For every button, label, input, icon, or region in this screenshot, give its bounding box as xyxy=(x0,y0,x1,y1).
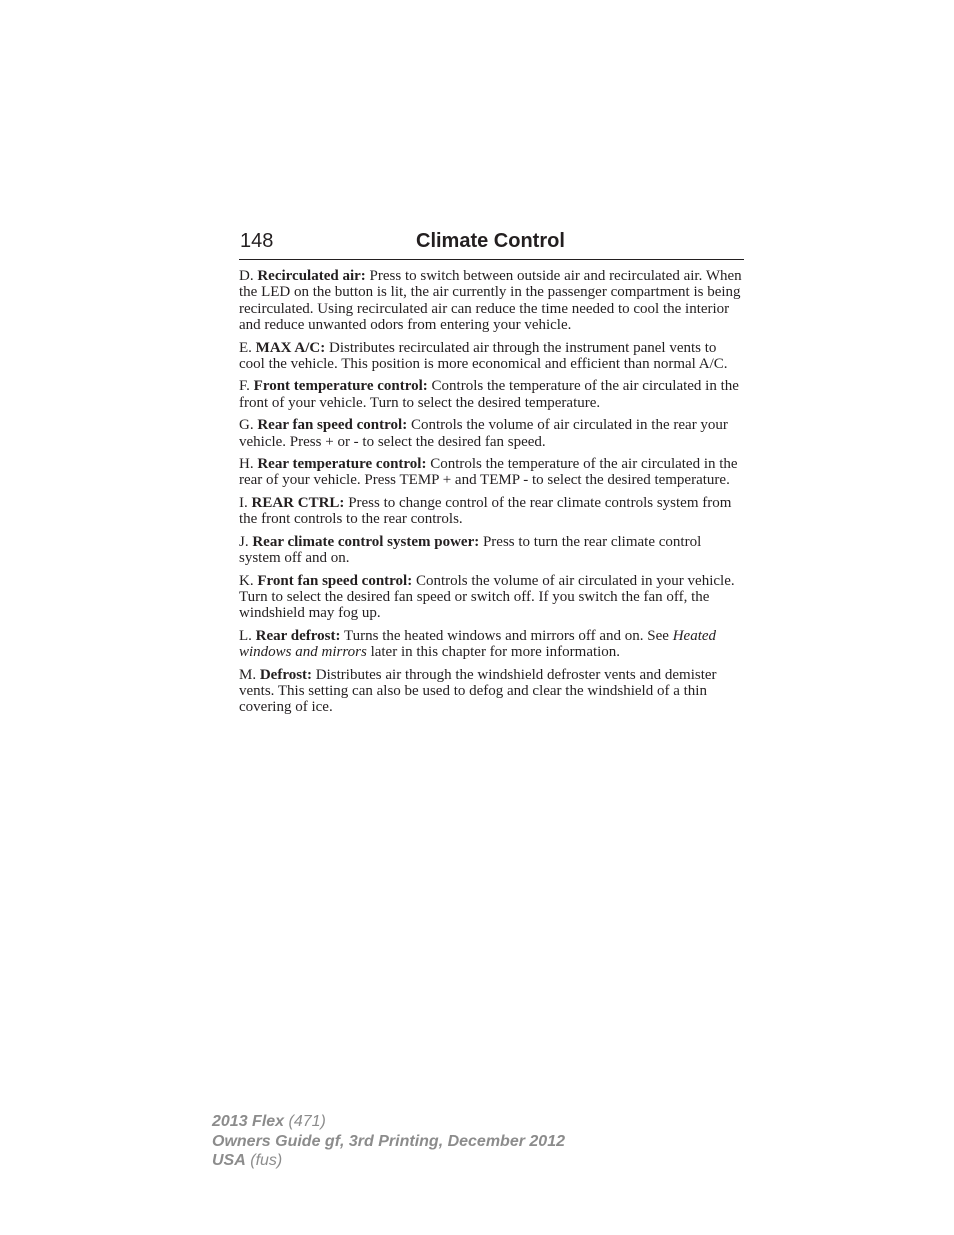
item-description: Press to turn the rear climate control system off and on. xyxy=(239,533,702,567)
item-term: Rear defrost: xyxy=(255,627,341,644)
item-term: REAR CTRL: xyxy=(251,494,345,511)
item-letter: M. xyxy=(239,666,257,683)
item-letter: L. xyxy=(239,627,252,644)
footer-model: 2013 Flex xyxy=(212,1113,285,1130)
item-description: Press to switch between outside air and recirculated air. When the LED on the button is lit, the air currently in the passenger compartment is being recirculated. Using recirculated air can reduce the time needed to cool the interior and reduce unwanted odors from entering your vehicle. xyxy=(239,268,742,334)
section-title: Climate Control xyxy=(416,230,565,252)
page-footer xyxy=(212,1112,565,1171)
item-description: Controls the temperature of the air circulated in the rear of your vehicle. Press TEMP + and TEMP - to select the desired temperature. xyxy=(239,456,738,489)
footer-region-code: (fus) xyxy=(250,1152,283,1169)
item-i xyxy=(239,495,744,528)
item-k xyxy=(239,573,744,622)
item-letter: I. xyxy=(239,494,248,511)
item-description: Turns the heated windows and mirrors off and on. See xyxy=(344,627,669,644)
item-l xyxy=(239,628,744,661)
item-letter: E. xyxy=(239,339,252,356)
item-m xyxy=(239,667,744,716)
item-j xyxy=(239,534,744,567)
item-term: Front fan speed control: xyxy=(257,572,413,589)
item-term: Rear temperature control: xyxy=(257,456,427,473)
body-text xyxy=(239,268,744,722)
item-description-continued: later in this chapter for more information. xyxy=(370,644,621,661)
item-h xyxy=(239,456,744,489)
item-letter: G. xyxy=(239,417,254,434)
item-e xyxy=(239,340,744,373)
item-term: Defrost: xyxy=(259,666,313,683)
item-description: Controls the volume of air circulated in the rear your vehicle. Press + or - to select the desired fan speed. xyxy=(239,417,728,450)
item-letter: F. xyxy=(239,378,250,395)
cross-reference: Heated windows and mirrors xyxy=(239,627,717,661)
item-description: Press to change control of the rear climate controls system from the front controls to the rear controls. xyxy=(239,494,732,528)
footer-guide-line xyxy=(212,1132,565,1152)
item-description: Controls the volume of air circulated in your vehicle. Turn to select the desired fan speed or switch off. If you switch the fan off, the windshield may fog up. xyxy=(239,572,735,622)
item-letter: D. xyxy=(239,268,254,284)
item-letter: K. xyxy=(239,572,254,589)
item-term: Recirculated air: xyxy=(257,268,366,284)
item-letter: J. xyxy=(239,533,249,550)
item-term: Rear climate control system power: xyxy=(252,533,480,550)
footer-guide: Owners Guide gf, 3rd Printing, December 2012 xyxy=(212,1132,565,1150)
item-f xyxy=(239,378,744,411)
item-d xyxy=(239,268,744,334)
item-description: Controls the temperature of the air circulated in the front of your vehicle. Turn to select the desired temperature. xyxy=(239,378,739,411)
item-term: Rear fan speed control: xyxy=(257,417,408,434)
footer-region-line xyxy=(212,1151,565,1171)
page-header xyxy=(239,229,744,260)
footer-model-line xyxy=(212,1112,565,1132)
footer-model-code: (471) xyxy=(288,1113,326,1130)
footer-region: USA xyxy=(212,1152,246,1169)
item-term: MAX A/C: xyxy=(255,339,326,356)
page-number: 148 xyxy=(240,230,274,252)
item-letter: H. xyxy=(239,456,254,473)
item-description: Distributes air through the windshield defroster vents and demister vents. This setting can also be used to defog and clear the windshield of a thin covering of ice. xyxy=(239,666,717,716)
item-g xyxy=(239,417,744,450)
item-term: Front temperature control: xyxy=(253,378,428,395)
item-description: Distributes recirculated air through the instrument panel vents to cool the vehicle. This position is more economical and efficient than normal A/C. xyxy=(239,339,728,373)
